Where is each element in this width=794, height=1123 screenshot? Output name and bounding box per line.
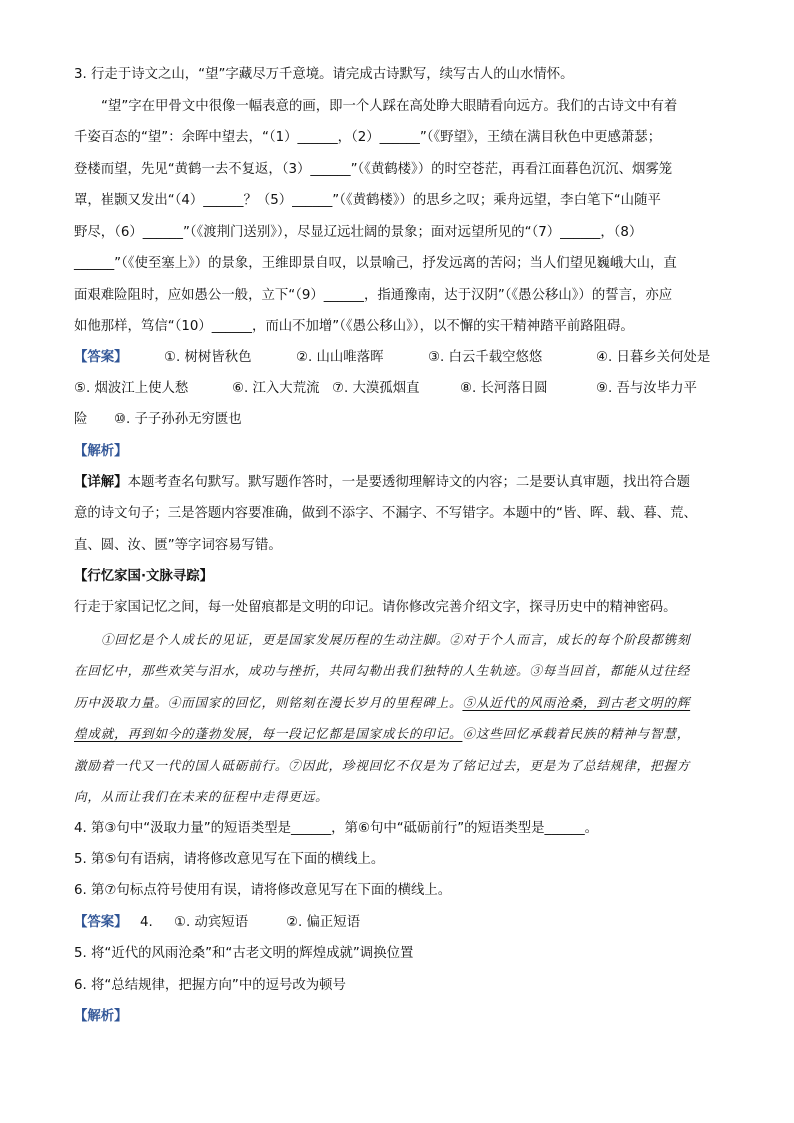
detail-text: 本题考查名句默写。默写题作答时，一是要透彻理解诗文的内容；二是要认真审题，找出符合题 (127, 475, 690, 490)
passage-line: ①回忆是个人成长的见证，更是国家发展历程的生动注脚。②对于个人而言，成长的每个阶段都镌刻 (101, 632, 691, 647)
section-heading: 【行忆家国·文脉寻踪】 (74, 569, 213, 584)
underlined-sentence: 煌成就，再到如今的蓬勃发展，每一段记忆都是国家成长的印记。 (74, 726, 463, 741)
section-intro: 行走于家国记忆之间，每一处留痕都是文明的印记。请你修改完善介绍文字，探寻历史中的精神密码。 (74, 600, 677, 615)
answer-item: 险 (74, 412, 88, 427)
detail-line: 直、圆、汝、匮”等字词容易写错。 (74, 538, 282, 553)
answer-item: ⑤. 烟波江上使人愁 (74, 381, 189, 396)
answer-item: ⑦. 大漠孤烟直 (332, 381, 420, 396)
answer-item: ⑩. 子子孙孙无穷匮也 (114, 412, 242, 427)
question-3-paragraph-line: ______”（《使至塞上》）的景象，王维即景自叹，以景喻己，抒发远离的苦闷；当人们望见巍峨大山，直 (74, 256, 677, 271)
question-3-paragraph-line: 面艰难险阻时，应如愚公一般，立下“（9）______，指通豫南，达于汉阴”（《愚公移山》）的誓言，亦应 (74, 288, 673, 303)
passage-text: ⑥这些回忆承载着民族的精神与智慧， (462, 726, 691, 741)
question-3-paragraph-line: 千姿百态的“望”：余晖中望去，“（1）______，（2）______”（《野望》，王绩在满目秋色中更感萧瑟； (74, 130, 662, 145)
detail-line: 意的诗文句子；三是答题内容要准确，做到不添字、不漏字、不写错字。本题中的“皆、晖、载、暮、荒、 (74, 506, 697, 521)
answer-label: 【答案】 (74, 350, 128, 365)
question-3-title: 3. 行走于诗文之山，“望”字藏尽万千意境。请完成古诗默写，续写古人的山水情怀。 (74, 67, 574, 82)
answer-item: ①. 树树皆秋色 (164, 350, 252, 365)
passage-line: 向，从而让我们在未来的征程中走得更远。 (74, 789, 329, 804)
passage-line (74, 694, 734, 712)
answer-item: ⑥. 江入大荒流 (232, 381, 320, 396)
underlined-sentence: ⑤从近代的风雨沧桑，到古老文明的辉 (462, 695, 691, 710)
question-3-paragraph-line: 罩，崔颢又发出“（4）______？（5）______”（《黄鹤楼》）的思乡之叹；乘舟远望，李白笔下“山随平 (74, 193, 661, 208)
answer-row (74, 349, 734, 367)
answer-item: ⑨. 吾与汝毕力平 (596, 381, 697, 396)
answer-5: 5. 将“近代的风雨沧桑”和“古老文明的辉煌成就”调换位置 (74, 946, 414, 961)
answer-row (74, 380, 734, 398)
question-6: 6. 第⑦句标点符号使用有误，请将修改意见写在下面的横线上。 (74, 883, 452, 898)
answer-item: ②. 偏正短语 (286, 915, 361, 930)
analysis-label: 【解析】 (74, 1009, 128, 1024)
answer-row (74, 411, 734, 429)
answer-item: ⑧. 长河落日圆 (460, 381, 548, 396)
answer-item: ④. 日暮乡关何处是 (596, 350, 711, 365)
question-3-paragraph-line: 野尽，（6）______”（《渡荆门送别》），尽显辽远壮阔的景象；面对远望所见的“（7）______，（8） (74, 225, 643, 240)
answer-item: ①. 动宾短语 (174, 915, 249, 930)
passage-line: 激励着一代又一代的国人砥砺前行。⑦因此，珍视回忆不仅是为了铭记过去，更是为了总结规律，把握方 (74, 758, 691, 773)
answer-row (74, 914, 734, 932)
answer-6: 6. 将“总结规律，把握方向”中的逗号改为顿号 (74, 978, 346, 993)
question-3-paragraph-line: “望”字在甲骨文中很像一幅表意的画，即一个人踩在高处睁大眼睛看向远方。我们的古诗文中有着 (101, 99, 678, 114)
answer-item: ②. 山山唯落晖 (296, 350, 384, 365)
answer-item: ③. 白云千载空悠悠 (428, 350, 543, 365)
passage-text: 历中汲取力量。④而国家的回忆，则铭刻在漫长岁月的里程碑上。 (74, 695, 463, 710)
answer-label: 【答案】 (74, 915, 128, 930)
detail-label: 【详解】 (74, 475, 128, 490)
question-4: 4. 第③句中“汲取力量”的短语类型是______，第⑥句中“砥砺前行”的短语类型是______。 (74, 821, 599, 836)
answer-number: 4. (140, 915, 153, 930)
passage-line (74, 725, 734, 743)
detail-line (74, 474, 734, 492)
analysis-label: 【解析】 (74, 444, 128, 459)
question-5: 5. 第⑤句有语病，请将修改意见写在下面的横线上。 (74, 852, 385, 867)
question-3-paragraph-line: 登楼而望，先见“黄鹤一去不复返，（3）______”（《黄鹤楼》）的时空苍茫，再看江面暮色沉沉、烟雾笼 (74, 162, 673, 177)
question-3-paragraph-line: 如他那样，笃信“（10）______，而山不加增”（《愚公移山》），以不懈的实干精神踏平前路阻碍。 (74, 319, 634, 334)
passage-line: 在回忆中，那些欢笑与泪水，成功与挫折，共同勾勒出我们独特的人生轨迹。③每当回首，都能从过往经 (74, 663, 691, 678)
